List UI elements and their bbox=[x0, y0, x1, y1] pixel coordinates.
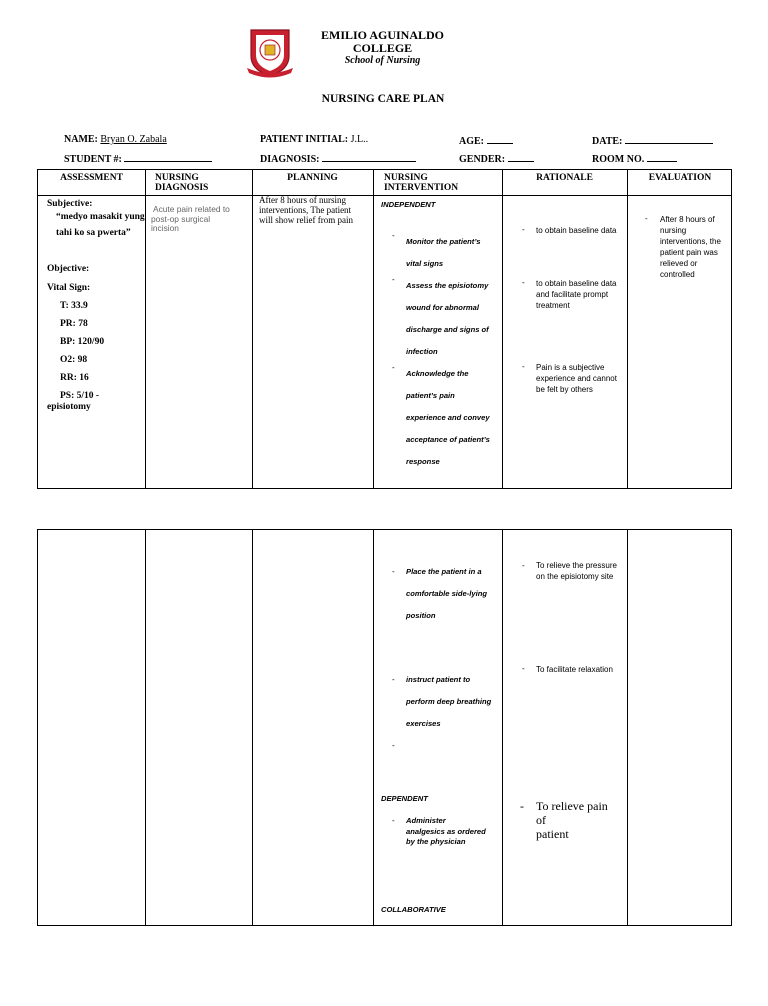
college-seal-logo bbox=[245, 26, 295, 78]
intervention-administer-analgesics: Administer analgesics as ordered by the physician bbox=[406, 816, 486, 846]
name-value: Bryan O. Zabala bbox=[100, 134, 167, 145]
assessment-cell: Subjective: “medyo masakit yung tahi ko sa pwerta” Objective: Vital Sign: T: 33.9 PR: 78 BP: 120/90 O2: 98 RR: 16 PS: 5/10 - episiotomy bbox=[47, 199, 145, 412]
college-name: EMILIO AGUINALDO COLLEGE bbox=[320, 28, 445, 55]
rationale-relieve-pain: To relieve pain of patient bbox=[536, 799, 608, 841]
col-assessment: ASSESSMENT bbox=[60, 173, 123, 183]
col-evaluation: EVALUATION bbox=[648, 173, 712, 183]
dependent-label: DEPENDENT bbox=[381, 794, 428, 803]
page-title: NURSING CARE PLAN bbox=[321, 93, 445, 105]
intervention-acknowledge-pain: Acknowledge the patient’s pain experience and convey acceptance of patient’s response bbox=[406, 369, 490, 466]
gender-field: GENDER: bbox=[459, 152, 534, 165]
patient-initial-field: PATIENT INITIAL: J.L.. bbox=[260, 134, 369, 145]
planning-text: After 8 hours of nursing interventions, The patient will show relief from pain bbox=[259, 195, 353, 225]
rationale-2: to obtain baseline data and facilitate prompt treatment bbox=[536, 279, 617, 310]
rationale-pressure: To relieve the pressure on the episiotomy site bbox=[536, 561, 617, 581]
col-nursing-diagnosis: NURSING DIAGNOSIS bbox=[155, 173, 209, 193]
date-field: DATE: bbox=[592, 134, 713, 147]
intervention-deep-breathing: instruct patient to perform deep breathing exercises bbox=[406, 675, 492, 728]
school-name: School of Nursing bbox=[344, 55, 421, 66]
evaluation-text: After 8 hours of nursing interventions, the patient pain was relieved or controlled bbox=[660, 215, 721, 279]
name-field: NAME: Bryan O. Zabala bbox=[64, 134, 167, 145]
intervention-assess-wound: Assess the episiotomy wound for abnormal discharge and signs of infection bbox=[406, 281, 489, 356]
col-planning: PLANNING bbox=[287, 173, 338, 183]
nursing-diagnosis-text: Acute pain related to post-op surgical incision bbox=[151, 204, 230, 233]
intervention-side-lying: Place the patient in a comfortable side-lying position bbox=[406, 567, 488, 620]
age-field: AGE: bbox=[459, 134, 513, 147]
care-plan-table-continued: - Place the patient in a comfortable side-lying position - instruct patient to perform deep breathing exercises - DEPENDENT - Administer analgesics as ordered by the physician COLLABORATIVE - To relieve the pressure on the episiotomy site - To facilitate relaxation - To relieve pain of patient bbox=[37, 529, 732, 926]
objective-label: Objective: bbox=[47, 264, 90, 274]
diagnosis-field: DIAGNOSIS: bbox=[260, 152, 416, 165]
subjective-label: Subjective: bbox=[47, 199, 93, 209]
rationale-3: Pain is a subjective experience and cannot be felt by others bbox=[536, 363, 617, 394]
student-number-field: STUDENT #: bbox=[64, 152, 212, 165]
care-plan-table: ASSESSMENT NURSING DIAGNOSIS PLANNING NURSING INTERVENTION RATIONALE EVALUATION Subjective: “medyo masakit yung tahi ko sa pwerta” Objective: Vital Sign: T: 33.9 PR: 78 BP: 120/90 O2: 98 RR: 16 PS: 5/10 - episiotomy Acute pain related to post-op surgical incision After 8 hours of nursing interventions, The patient will show relief from pain INDEPENDENT - Monitor the patient’s vital signs - Assess the episiotomy wound for abnormal discharge and signs of infection - Acknowledge the patient’s pain experience and convey acceptance of patient’s response - to obtain baseline data - to obtain baseline data and facilitate prompt treatment - Pain is a subjective experience and cannot be felt by others - After 8 hours of nursing interventions, the patient pain was relieved or controlled bbox=[37, 169, 732, 489]
rationale-relaxation: To facilitate relaxation bbox=[536, 665, 613, 674]
col-rationale: RATIONALE bbox=[536, 173, 593, 183]
vital-sign-label: Vital Sign: bbox=[47, 283, 91, 293]
independent-label: INDEPENDENT bbox=[381, 200, 436, 209]
intervention-monitor-vitals: Monitor the patient’s vital signs bbox=[406, 237, 481, 268]
rationale-1: to obtain baseline data bbox=[536, 226, 617, 235]
room-field: ROOM NO. bbox=[592, 152, 677, 165]
patient-initial-value: J.L.. bbox=[350, 134, 369, 145]
collaborative-label: COLLABORATIVE bbox=[381, 905, 446, 914]
col-nursing-intervention: NURSING INTERVENTION bbox=[384, 173, 459, 193]
